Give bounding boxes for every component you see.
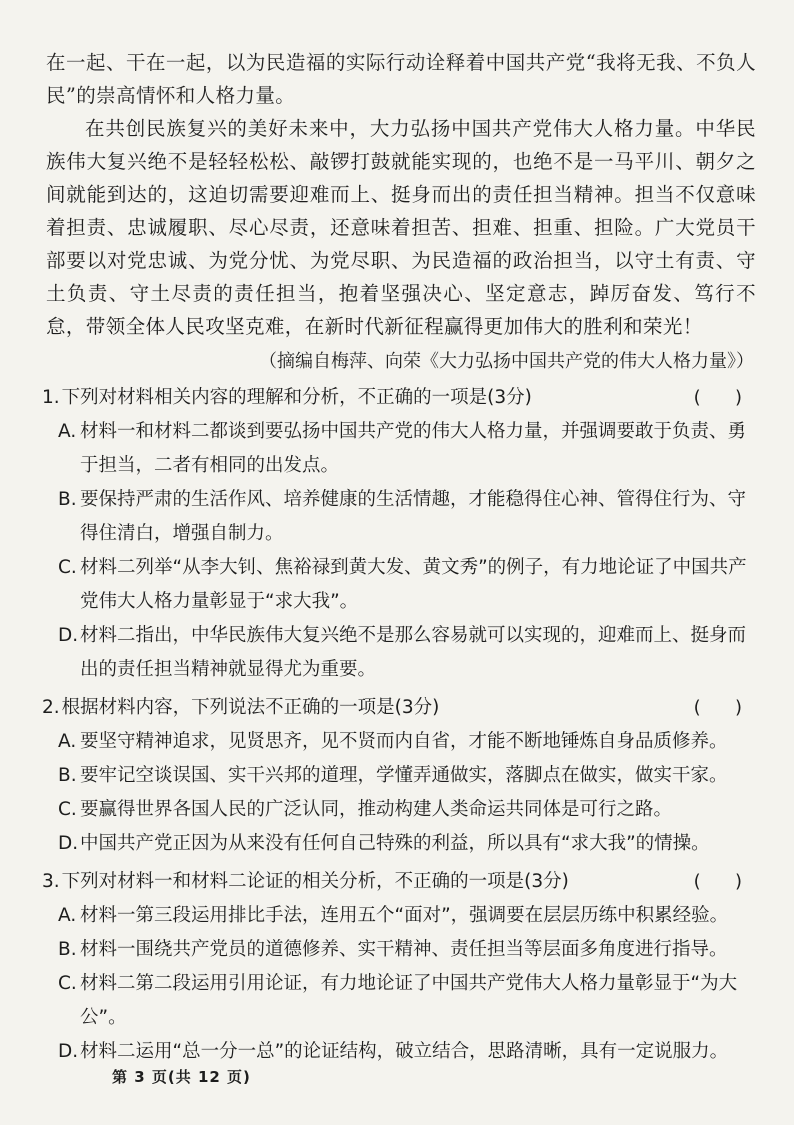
answer-option bbox=[46, 619, 756, 687]
question-2 bbox=[42, 691, 756, 861]
answer-option bbox=[46, 759, 756, 793]
question-stem-text bbox=[42, 381, 532, 415]
answer-blank[interactable]: ( ) bbox=[693, 697, 742, 718]
question-stem bbox=[42, 691, 756, 725]
answer-blank[interactable]: ( ) bbox=[693, 387, 742, 408]
question-stem-text bbox=[42, 691, 439, 725]
question-number: 1. bbox=[42, 387, 60, 408]
option-letter: C. bbox=[58, 557, 77, 578]
option-letter: C. bbox=[58, 799, 77, 820]
option-text: 材料二指出，中华民族伟大复兴绝不是那么容易就可以实现的，迎难而上、挺身而出的责任担当精神就显得尤为重要。 bbox=[80, 625, 747, 680]
option-text: 要保持严肃的生活作风、培养健康的生活情趣，才能稳得住心神、管得住行为、守得住清白，增强自制力。 bbox=[80, 489, 747, 544]
answer-option bbox=[46, 899, 756, 933]
option-letter: D. bbox=[58, 1041, 79, 1062]
option-text: 材料一和材料二都谈到要弘扬中国共产党的伟大人格力量，并强调要敢于负责、勇于担当，二者有相同的出发点。 bbox=[80, 421, 747, 476]
body-paragraph-2: 在共创民族复兴的美好未来中，大力弘扬中国共产党伟大人格力量。中华民族伟大复兴绝不是轻轻松松、敲锣打鼓就能实现的，也绝不是一马平川、朝夕之间就能到达的，这迫切需要迎难而上、挺身而出的责任担当精神。担当不仅意味着担责、忠诚履职、尽心尽责，还意味着担苦、担难、担重、担险。广大党员干部要以对党忠诚、为党分忧、为党尽职、为民造福的政治担当，以守土有责、守土负责、守土尽责的责任担当，抱着坚强决心、坚定意志，踔厉奋发、笃行不怠，带领全体人民攻坚克难，在新时代新征程赢得更加伟大的胜利和荣光！ bbox=[46, 117, 756, 338]
option-text: 要牢记空谈误国、实干兴邦的道理，学懂弄通做实，落脚点在做实，做实干家。 bbox=[80, 765, 728, 786]
source-citation: （摘编自梅萍、向荣《大力弘扬中国共产党的伟大人格力量》） bbox=[259, 351, 754, 372]
question-number: 3. bbox=[42, 871, 60, 892]
question-text: 下列对材料相关内容的理解和分析，不正确的一项是(3分) bbox=[61, 387, 532, 408]
answer-option bbox=[46, 933, 756, 967]
page-number: 第 3 页(共 12 页) bbox=[112, 1068, 251, 1086]
answer-option bbox=[46, 827, 756, 861]
option-letter: B. bbox=[58, 489, 77, 510]
question-number: 2. bbox=[42, 697, 60, 718]
option-letter: A. bbox=[58, 905, 77, 926]
option-text: 材料一围绕共产党员的道德修养、实干精神、责任担当等层面多角度进行指导。 bbox=[80, 939, 728, 960]
option-letter: A. bbox=[58, 421, 77, 442]
option-letter: B. bbox=[58, 765, 77, 786]
option-text: 材料一第三段运用排比手法，连用五个“面对”，强调要在层层历练中积累经验。 bbox=[80, 905, 729, 926]
option-letter: B. bbox=[58, 939, 77, 960]
answer-option bbox=[46, 1035, 756, 1069]
option-letter: D. bbox=[58, 833, 79, 854]
question-1 bbox=[42, 381, 756, 687]
answer-blank[interactable]: ( ) bbox=[693, 871, 742, 892]
answer-option bbox=[46, 967, 756, 1035]
answer-option bbox=[46, 483, 756, 551]
question-stem-text bbox=[42, 865, 569, 899]
option-letter: D. bbox=[58, 625, 79, 646]
option-text: 材料二列举“从李大钊、焦裕禄到黄大发、黄文秀”的例子，有力地论证了中国共产党伟大人格力量彰显于“求大我”。 bbox=[80, 557, 747, 612]
question-text: 根据材料内容，下列说法不正确的一项是(3分) bbox=[61, 697, 440, 718]
answer-option bbox=[46, 551, 756, 619]
option-text: 要坚守精神追求，见贤思齐，见不贤而内自省，才能不断地锤炼自身品质修养。 bbox=[80, 731, 728, 752]
option-letter: C. bbox=[58, 973, 77, 994]
question-3 bbox=[42, 865, 756, 1069]
question-list bbox=[42, 381, 756, 1069]
option-letter: A. bbox=[58, 731, 77, 752]
question-stem bbox=[42, 865, 756, 899]
option-text: 要赢得世界各国人民的广泛认同，推动构建人类命运共同体是可行之路。 bbox=[80, 799, 673, 820]
answer-option bbox=[46, 793, 756, 827]
option-text: 中国共产党正因为从来没有任何自己特殊的利益，所以具有“求大我”的情操。 bbox=[80, 833, 710, 854]
question-text: 下列对材料一和材料二论证的相关分析，不正确的一项是(3分) bbox=[61, 871, 569, 892]
answer-option bbox=[46, 725, 756, 759]
body-paragraph-1: 在一起、干在一起，以为民造福的实际行动诠释着中国共产党“我将无我、不负人民”的崇高情怀和人格力量。 bbox=[46, 51, 756, 107]
option-text: 材料二运用“总一分一总”的论证结构，破立结合，思路清晰，具有一定说服力。 bbox=[80, 1041, 729, 1062]
option-text: 材料二第二段运用引用论证，有力地论证了中国共产党伟大人格力量彰显于“为大公”。 bbox=[80, 973, 738, 1028]
answer-option bbox=[46, 415, 756, 483]
question-stem bbox=[42, 381, 756, 415]
